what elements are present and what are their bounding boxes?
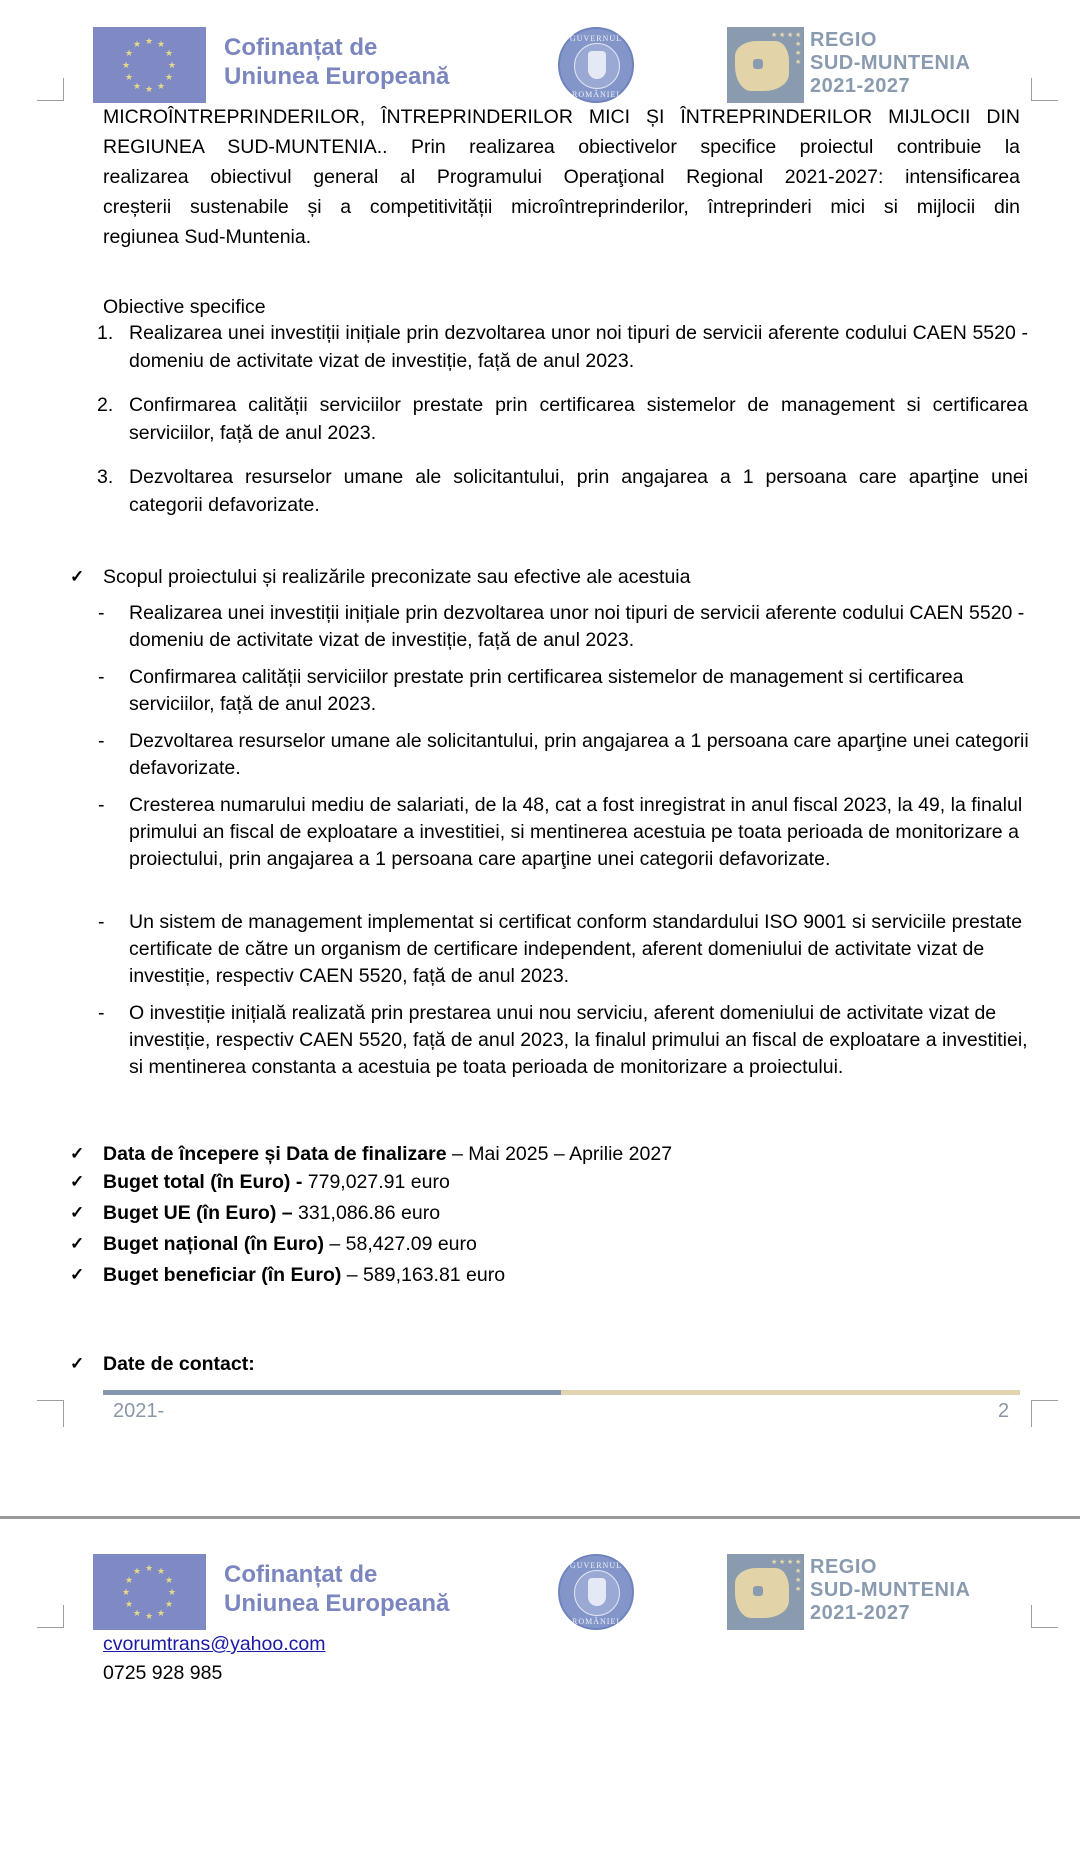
check-icon: ✓ <box>70 1172 85 1191</box>
check-icon: ✓ <box>70 1203 85 1222</box>
regio-text <box>810 1556 970 1625</box>
info-value: Mai 2025 – Aprilie 2027 <box>468 1143 673 1165</box>
info-label: Buget beneficiar (în Euro) <box>103 1264 342 1286</box>
info-label: Buget național (în Euro) <box>103 1233 324 1255</box>
scope-item-text: Un sistem de management implementat si certificat conform standardului ISO 9001 si serviciile prestate certificate de către un organism de certificare independent, aferent domeniului de activitate vizat de investiție, respectiv CAEN 5520, față de anul 2023. <box>129 911 1023 987</box>
romanian-government-logo <box>558 27 634 103</box>
scope-item-text: Confirmarea calității serviciilor prestate prin certificarea sistemelor de management si certificarea serviciilor, față de anul 2023. <box>129 666 964 715</box>
intro-line: REGIUNEA SUD-MUNTENIA.. Prin realizarea obiectivelor specifice proiectul contribuie la <box>103 136 1020 158</box>
check-icon: ✓ <box>70 1144 85 1163</box>
eagle-icon <box>588 1578 606 1606</box>
intro-line: creșterii sustenabile și a competitivității microîntreprinderilor, întreprinderi mici si mijlocii din <box>103 196 1020 218</box>
regio-text <box>810 29 970 98</box>
regio-line3: 2021-2027 <box>810 75 911 97</box>
romanian-government-logo <box>558 1554 634 1630</box>
eu-flag-logo: ★ ★ ★ ★ ★ ★ ★ ★ ★ ★ ★ ★ <box>93 27 206 103</box>
eu-cofinanced-text <box>224 33 449 91</box>
objective-number: 3. <box>97 466 114 488</box>
regio-line1: REGIO <box>810 1556 877 1578</box>
eu-text-line1: Cofinanțat de <box>224 34 378 61</box>
scope-item-text: Realizarea unei investiții inițiale prin dezvoltarea unor noi tipuri de servicii aferente codului CAEN 5520 - domeniu de activitate vizat de investiție, față de anul 2023. <box>129 602 1025 651</box>
dash-bullet: - <box>98 794 105 816</box>
check-icon: ✓ <box>70 1234 85 1253</box>
check-icon: ✓ <box>70 567 85 586</box>
contact-heading: Date de contact: <box>103 1353 255 1375</box>
scope-item-text: Cresterea numarului mediu de salariati, de la 48, cat a fost inregistrat in anul fiscal 2023, la 49, la finalul primului an fiscal de exploatare a investitiei, si mentinerea acestuia pe toata perioada de monitorizare a proiectului, prin angajarea a 1 persoana care aparţine unei categorii defavorizate. <box>129 794 1023 870</box>
regio-line2: SUD-MUNTENIA <box>810 52 971 74</box>
info-separator: – <box>276 1202 299 1224</box>
check-icon: ✓ <box>70 1265 85 1284</box>
objective-number: 1. <box>97 322 114 344</box>
dash-bullet: - <box>98 666 105 688</box>
regio-line3: 2021-2027 <box>810 1602 911 1624</box>
dash-bullet: - <box>98 1002 105 1024</box>
contact-phone: 0725 928 985 <box>103 1662 223 1684</box>
regio-map-logo: ★ ★ ★ ★ ★ ★ ★ <box>727 1554 804 1630</box>
objective-text: Realizarea unei investiții inițiale prin dezvoltarea unor noi tipuri de servicii aferente codului CAEN 5520 - domeniu de activitate vizat de investiție, față de anul 2023. <box>129 322 1028 372</box>
info-label: Buget UE (în Euro) <box>103 1202 277 1224</box>
intro-line: realizarea obiectivul general al Programului Operaţional Regional 2021-2027: intensificarea <box>103 166 1020 188</box>
eu-text-line1: Cofinanțat de <box>224 1561 378 1588</box>
eu-text-line2: Uniunea Europeană <box>224 63 450 90</box>
footer-year: 2021- <box>113 1400 165 1422</box>
regio-map-logo: ★ ★ ★ ★ ★ ★ ★ <box>727 27 804 103</box>
crop-mark <box>1031 1400 1058 1427</box>
crop-mark <box>37 1400 64 1427</box>
specific-objectives-heading: Obiective specifice <box>103 296 266 318</box>
info-separator: - <box>290 1171 308 1193</box>
regio-line2: SUD-MUNTENIA <box>810 1579 971 1601</box>
eu-cofinanced-text <box>224 1560 449 1618</box>
info-value: 779,027.91 euro <box>307 1171 450 1193</box>
scope-item-text: O investiție inițială realizată prin prestarea unui nou serviciu, aferent domeniului de activitate vizat de investiție, respectiv CAEN 5520, față de anul 2023, la finalul primului an fiscal de exploatare a investitiei, si mentinerea constanta a acestuia pe toata perioada de monitorizare a proiectului. <box>129 1002 1028 1078</box>
eu-flag-logo: ★ ★ ★ ★ ★ ★ ★ ★ ★ ★ ★ ★ <box>93 1554 206 1630</box>
gov-logo-top-text: GUVERNUL <box>570 34 622 43</box>
footer-bar-blue <box>103 1390 561 1395</box>
intro-line: MICROÎNTREPRINDERILOR, ÎNTREPRINDERILOR MICI ȘI ÎNTREPRINDERILOR MIJLOCII DIN <box>103 106 1020 128</box>
page-number: 2 <box>998 1400 1010 1422</box>
crop-mark <box>37 78 64 101</box>
contact-email-link[interactable]: cvorumtrans@yahoo.com <box>103 1633 326 1655</box>
info-label: Data de începere și Data de finalizare <box>103 1143 447 1165</box>
objective-text: Dezvoltarea resurselor umane ale solicitantului, prin angajarea a 1 persoana care aparţine unei categorii defavorizate. <box>129 466 1028 516</box>
eagle-icon <box>588 51 606 79</box>
eu-text-line2: Uniunea Europeană <box>224 1590 450 1617</box>
region-map-icon <box>735 1568 789 1618</box>
regio-line1: REGIO <box>810 29 877 51</box>
info-value: 331,086.86 euro <box>298 1202 441 1224</box>
intro-line: regiunea Sud-Muntenia. <box>103 226 312 248</box>
crop-mark <box>1031 78 1058 101</box>
info-separator: – <box>323 1233 346 1255</box>
gov-logo-top-text: GUVERNUL <box>570 1561 622 1570</box>
objective-number: 2. <box>97 394 114 416</box>
region-map-icon <box>735 41 789 91</box>
gov-logo-bottom-text: ROMÂNIEI <box>572 1617 620 1626</box>
gov-logo-bottom-text: ROMÂNIEI <box>572 90 620 99</box>
info-label: Buget total (în Euro) <box>103 1171 291 1193</box>
scope-heading: Scopul proiectului și realizările preconizate sau efective ale acestuia <box>103 566 691 588</box>
scope-item-text: Dezvoltarea resurselor umane ale solicitantului, prin angajarea a 1 persoana care aparţine unei categorii defavorizate. <box>129 730 1029 779</box>
dash-bullet: - <box>98 602 105 624</box>
objective-text: Confirmarea calității serviciilor prestate prin certificarea sistemelor de management si certificarea serviciilor, față de anul 2023. <box>129 394 1028 444</box>
info-separator: – <box>446 1143 469 1165</box>
info-separator: – <box>341 1264 364 1286</box>
page-separator <box>0 1516 1080 1519</box>
dash-bullet: - <box>98 730 105 752</box>
dash-bullet: - <box>98 911 105 933</box>
footer-bar-beige <box>561 1390 1020 1395</box>
crop-mark <box>37 1605 64 1628</box>
info-value: 589,163.81 euro <box>363 1264 506 1286</box>
info-value: 58,427.09 euro <box>345 1233 477 1255</box>
check-icon: ✓ <box>70 1354 85 1373</box>
crop-mark <box>1031 1605 1058 1628</box>
